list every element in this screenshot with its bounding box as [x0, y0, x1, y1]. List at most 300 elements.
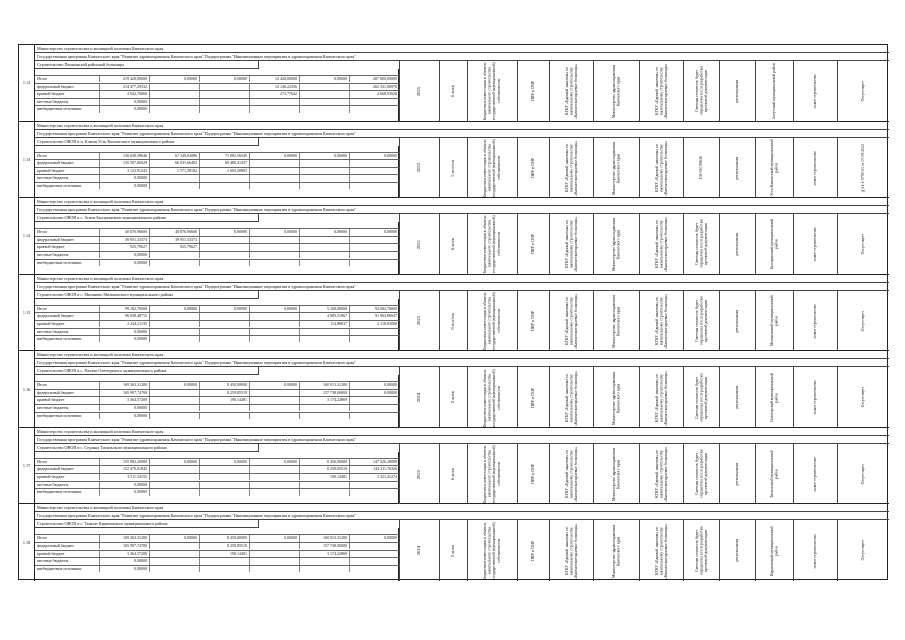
funding-source-label: краевой бюджет	[37, 244, 65, 250]
object-title: Строительство ОВОП в с. Тымлат Карагинского муниципального района	[35, 520, 259, 528]
financing-row	[35, 243, 399, 250]
amount-cell	[149, 106, 199, 112]
amount-cell	[149, 390, 199, 396]
amount-cell: 12 146,22356	[249, 84, 299, 90]
amount-cell: 3 511,54155	[99, 474, 149, 480]
amount-cell: 0,00000	[99, 329, 149, 335]
works-text: ПИР и СМР	[531, 387, 536, 408]
amount-cell	[349, 175, 399, 181]
amount-cell	[199, 84, 249, 90]
ownership-cell	[719, 61, 755, 122]
amount-cell: 0,00000	[99, 489, 149, 495]
amount-cell: 8 450,00000	[199, 535, 249, 541]
amount-cell	[249, 482, 299, 488]
amount-cell	[199, 313, 249, 319]
location-cell	[755, 291, 793, 352]
program-header: Государственная программа Камчатского края "Развитие здравоохранения Камчатского края" Подпрограмма "Инновационные мероприятия в здравоохранении Камчатского края"	[35, 436, 889, 444]
program-header: Государственная программа Камчатского края "Развитие здравоохранения Камчатского края" Подпрограмма "Инновационные мероприятия в здравоохранении Камчатского края"	[35, 359, 889, 367]
amount-cell	[349, 543, 399, 549]
funding-source-label: Итого	[37, 76, 48, 81]
financing-row	[35, 305, 399, 312]
amount-cell: 0,00000	[99, 183, 149, 189]
investment-type-text: Бюджетные инвестиции в объекты капитального строительства государственной (муниципальной) собственности	[483, 521, 502, 580]
amount-cell	[299, 260, 349, 266]
investment-type-cell	[467, 367, 517, 428]
amount-cell	[149, 99, 199, 105]
amount-cell: 39 951,33373	[99, 237, 149, 243]
estimated-cost-cell	[683, 214, 719, 275]
customer-text: КГКУ «Единый заказчик» по капитальному строительству «Камчатские краевые больницы»	[564, 523, 578, 579]
amount-cell	[349, 260, 399, 266]
funding-source-label: Итого	[37, 458, 48, 464]
object-title: Строительство ОВОП в п. Ключи Усть-Камчатского муниципального района	[35, 138, 259, 146]
amount-cell	[349, 566, 399, 572]
ministry-header: Министерство строительства и жилищной политики Камчатского края	[35, 428, 889, 436]
estimated-cost-cell	[683, 291, 719, 352]
funding-source-label: внебюджетные источники	[37, 565, 82, 571]
amount-cell: 8 259,85519	[299, 466, 349, 472]
funding-source-label: федеральный бюджет	[37, 313, 74, 319]
customer-cell	[549, 367, 593, 428]
amount-cell: 144 211,76326	[349, 466, 399, 472]
ownership-text: региональная	[735, 80, 740, 103]
amount-cell: 96 938,48715	[99, 313, 149, 319]
amount-cell	[199, 175, 249, 181]
funding-source-label: краевой бюджет	[37, 91, 65, 97]
amount-cell: 0,00000	[99, 413, 149, 419]
administrator-cell	[593, 214, 639, 275]
amount-cell: 3 174,22869	[299, 551, 349, 557]
financing-row	[35, 174, 399, 181]
amount-cell	[149, 413, 199, 419]
program-header: Государственная программа Камчатского края "Развитие здравоохранения Камчатского края" Подпрограмма "Инновационные мероприятия в здравоохранении Камчатского края"	[35, 512, 889, 520]
amount-cell: 0,00000	[99, 482, 149, 488]
construction-type-text: новое строительство	[813, 150, 818, 185]
amount-cell	[199, 405, 249, 411]
amount-cell	[149, 175, 199, 181]
amount-cell	[149, 183, 199, 189]
table-section	[19, 351, 889, 428]
financing-row	[35, 251, 399, 258]
amount-cell: 40 876,96600	[99, 229, 149, 235]
amount-cell	[349, 482, 399, 488]
amount-cell	[199, 413, 249, 419]
financing-row	[35, 542, 399, 549]
amount-cell	[249, 551, 299, 557]
financing-row	[35, 152, 399, 159]
funding-source-label: федеральный бюджет	[37, 543, 74, 549]
investment-type-text: Бюджетные инвестиции в объекты капитального строительства государственной (муниципальной) собственности	[483, 62, 502, 121]
amount-cell	[249, 160, 299, 166]
amount-cell	[199, 244, 249, 250]
amount-cell	[349, 413, 399, 419]
estimated-cost-text: Сметная стоимость будет определена после разработки проектной документации	[694, 296, 708, 346]
amount-cell: 8 259,85519	[199, 543, 249, 549]
amount-cell	[349, 183, 399, 189]
amount-cell	[299, 482, 349, 488]
customer-text: КГКУ «Единый заказчик» по капитальному строительству «Камчатские краевые больницы»	[564, 369, 578, 426]
amount-cell: 0,00000	[149, 76, 199, 82]
ownership-cell	[719, 291, 755, 352]
capacity-cell	[439, 444, 467, 505]
amount-cell	[249, 260, 299, 266]
construction-type-text: новое строительство	[813, 227, 818, 262]
amount-cell	[199, 183, 249, 189]
financing-row	[35, 182, 399, 189]
funding-source-label: местные бюджеты	[37, 328, 69, 334]
funding-source-label: внебюджетные источники	[37, 336, 82, 342]
investment-type-cell	[467, 444, 517, 505]
amount-cell	[199, 321, 249, 327]
amount-cell: 2 118,83000	[349, 321, 399, 327]
financing-row	[35, 105, 399, 112]
amount-cell	[349, 551, 399, 557]
amount-cell: 0,00000	[349, 153, 399, 159]
funding-source-label: внебюджетные источники	[37, 412, 82, 418]
amount-cell	[149, 551, 199, 557]
developer-text: КГКУ «Единый заказчик» по капитальному строительству «Камчатские краевые больницы»	[654, 293, 668, 349]
amount-cell	[249, 99, 299, 105]
estimated-cost-text: Сметная стоимость будет определена после разработки проектной документации	[694, 373, 708, 422]
estimated-cost-text: Сметная стоимость будет определена после разработки проектной документации	[694, 66, 708, 116]
expertise-text: Отсутствует	[861, 81, 866, 102]
amount-cell: 1 571,58182	[149, 168, 199, 174]
expertise-cell	[837, 214, 889, 275]
amount-cell	[349, 252, 399, 258]
funding-source-label: местные бюджеты	[37, 481, 69, 487]
administrator-cell	[593, 367, 639, 428]
estimated-cost-cell	[683, 367, 719, 428]
amount-cell: 207 000,00000	[349, 76, 399, 82]
construction-type-cell	[793, 138, 837, 199]
location-cell	[755, 367, 793, 428]
administrator-text: Министерство здравоохранения Камчатского края	[611, 141, 621, 195]
funding-source-label: федеральный бюджет	[37, 160, 74, 166]
financing-block	[35, 375, 399, 428]
administrator-text: Министерство здравоохранения Камчатского края	[611, 294, 621, 348]
financing-row	[35, 412, 399, 419]
funding-source-label: местные бюджеты	[37, 98, 69, 104]
financing-row	[35, 259, 399, 266]
location-cell	[755, 444, 793, 505]
capacity-cell	[439, 291, 467, 352]
expertise-cell	[837, 444, 889, 505]
amount-cell	[249, 558, 299, 564]
financing-row	[35, 75, 399, 82]
customer-cell	[549, 291, 593, 352]
ownership-text: региональная	[735, 386, 740, 409]
amount-cell	[249, 390, 299, 396]
amount-cell	[149, 313, 199, 319]
estimated-cost-cell	[683, 520, 719, 581]
amount-cell: 219 420,00000	[99, 76, 149, 82]
ownership-cell	[719, 444, 755, 505]
amount-cell: 0,00000	[249, 382, 299, 388]
year-cell	[399, 444, 439, 505]
ministry-header: Министерство строительства и жилищной политики Камчатского края	[35, 122, 889, 130]
amount-cell: 0,00000	[99, 99, 149, 105]
funding-source-label: краевой бюджет	[37, 550, 65, 556]
financing-row	[35, 534, 399, 541]
amount-cell: 0,00000	[99, 252, 149, 258]
estimated-cost-text: 138 630,58646	[699, 156, 704, 180]
ministry-header: Министерство строительства и жилищной политики Камчатского края	[35, 351, 889, 359]
amount-cell	[299, 252, 349, 258]
amount-cell: 0,00000	[249, 306, 299, 312]
amount-cell	[249, 336, 299, 342]
year-cell	[399, 291, 439, 352]
estimated-cost-text: Сметная стоимость будет определена после разработки проектной документации	[694, 220, 708, 269]
works-text: ПИР и СМР	[531, 310, 536, 331]
amount-cell: 0,00000	[199, 459, 249, 465]
amount-cell	[149, 489, 199, 495]
estimated-cost-cell	[683, 61, 719, 122]
financing-row	[35, 550, 399, 557]
amount-cell	[199, 237, 249, 243]
amount-cell: 925,79627	[99, 244, 149, 250]
amount-cell: 0,00000	[199, 76, 249, 82]
amount-cell	[299, 175, 349, 181]
financing-row	[35, 465, 399, 472]
capacity-cell	[439, 138, 467, 199]
amount-cell	[249, 106, 299, 112]
developer-cell	[639, 61, 683, 122]
amount-cell	[199, 329, 249, 335]
amount-cell: 2 244,21135	[99, 321, 149, 327]
amount-cell: 190,14481	[299, 474, 349, 480]
funding-source-label: местные бюджеты	[37, 251, 69, 257]
amount-cell: 67 349,02086	[149, 153, 199, 159]
location-text: Быстринский муниципальный район	[769, 219, 779, 270]
expertise-cell	[837, 138, 889, 199]
amount-cell	[299, 91, 349, 97]
amount-cell: 114,88037	[299, 321, 349, 327]
amount-cell	[199, 566, 249, 572]
amount-cell	[149, 84, 199, 90]
developer-cell	[639, 291, 683, 352]
year-cell	[399, 520, 439, 581]
amount-cell	[349, 99, 399, 105]
amount-cell	[299, 237, 349, 243]
investment-type-cell	[467, 138, 517, 199]
ministry-header: Министерство строительства и жилищной политики Камчатского края	[35, 275, 889, 283]
ministry-header: Министерство строительства и жилищной политики Камчатского края	[35, 198, 889, 206]
works-text: ПИР и СМР	[531, 464, 536, 485]
expertise-cell	[837, 61, 889, 122]
administrator-cell	[593, 138, 639, 199]
administrator-text: Министерство здравоохранения Камчатского края	[611, 371, 621, 425]
works-cell	[517, 520, 549, 581]
amount-cell	[149, 474, 199, 480]
amount-cell	[199, 252, 249, 258]
amount-cell	[249, 321, 299, 327]
amount-cell	[299, 168, 349, 174]
year-cell	[399, 214, 439, 275]
ministry-header: Министерство строительства и жилищной политики Камчатского края	[35, 45, 889, 53]
capacity-cell	[439, 520, 467, 581]
estimated-cost-text: Сметная стоимость будет определена после разработки проектной документации	[694, 526, 708, 576]
expertise-text: Отсутствует	[861, 387, 866, 408]
ownership-cell	[719, 214, 755, 275]
financing-block	[35, 452, 399, 505]
capacity-text: 9 пос/см	[450, 312, 456, 330]
amount-cell	[299, 160, 349, 166]
works-cell	[517, 367, 549, 428]
item-number: 1.12	[19, 45, 35, 121]
construction-type-cell	[793, 367, 837, 428]
amount-cell	[199, 260, 249, 266]
financing-row	[35, 312, 399, 319]
amount-cell	[299, 413, 349, 419]
amount-cell	[249, 313, 299, 319]
table-section	[19, 198, 889, 275]
funding-source-label: местные бюджеты	[37, 405, 69, 411]
funding-source-label: федеральный бюджет	[37, 236, 74, 242]
amount-cell: 0,00000	[249, 535, 299, 541]
item-number: 1.16	[19, 351, 35, 427]
amount-cell: 925,79627	[149, 244, 199, 250]
amount-cell	[299, 566, 349, 572]
amount-cell: 0,00000	[149, 459, 199, 465]
amount-cell	[199, 336, 249, 342]
investment-objects-table	[18, 44, 888, 580]
funding-source-label: внебюджетные источники	[37, 259, 82, 265]
investment-type-cell	[467, 520, 517, 581]
financing-row	[35, 488, 399, 495]
financing-row	[35, 159, 399, 166]
construction-type-text: новое строительство	[813, 303, 818, 339]
amount-cell	[199, 91, 249, 97]
funding-source-label: краевой бюджет	[37, 474, 65, 480]
investment-type-cell	[467, 291, 517, 352]
amount-cell: 190,14481	[199, 397, 249, 403]
amount-cell: 4 985,31867	[299, 313, 349, 319]
funding-source-label: Итого	[37, 305, 48, 311]
financing-row	[35, 565, 399, 572]
investment-type-text: Бюджетные инвестиции в объекты капитального строительства государственной (муниципальной) собственности	[483, 215, 502, 274]
amount-cell	[249, 329, 299, 335]
financing-row	[35, 458, 399, 465]
amount-cell: 0,00000	[99, 566, 149, 572]
administrator-text: Министерство здравоохранения Камчатского края	[611, 524, 621, 578]
financing-row	[35, 320, 399, 327]
expertise-text: Отсутствует	[861, 234, 866, 255]
customer-cell	[549, 214, 593, 275]
object-title: Строительство ОВОП в с. Пахачи Олюторского муниципального района	[35, 367, 259, 375]
ministry-header: Министерство строительства и жилищной политики Камчатского края	[35, 504, 889, 512]
amount-cell: 0,00000	[249, 229, 299, 235]
amount-cell	[249, 543, 299, 549]
amount-cell	[249, 474, 299, 480]
amount-cell	[149, 558, 199, 564]
amount-cell: 165 997,74700	[99, 543, 149, 549]
location-text: Алеутский муниципальный район	[772, 62, 777, 120]
amount-cell	[349, 397, 399, 403]
funding-source-label: внебюджетные источники	[37, 182, 82, 188]
location-cell	[755, 138, 793, 199]
administrator-cell	[593, 291, 639, 352]
location-cell	[755, 214, 793, 275]
amount-cell: 8 259,85519	[199, 390, 249, 396]
amount-cell: 0,00000	[349, 390, 399, 396]
financing-row	[35, 90, 399, 97]
amount-cell	[299, 244, 349, 250]
administrator-text: Министерство здравоохранения Камчатского края	[611, 64, 621, 118]
funding-source-label: федеральный бюджет	[37, 389, 74, 395]
construction-type-text: новое строительство	[813, 456, 818, 492]
financing-block	[35, 528, 399, 581]
program-header: Государственная программа Камчатского края "Развитие здравоохранения Камчатского края" Подпрограмма "Инновационные мероприятия в здравоохранении Камчатского края"	[35, 130, 889, 138]
expertise-cell	[837, 520, 889, 581]
amount-cell: 169 363,31200	[99, 382, 149, 388]
year-text: 2021	[416, 239, 422, 249]
amount-cell: 0,00000	[299, 76, 349, 82]
amount-cell	[149, 260, 199, 266]
amount-cell	[349, 237, 399, 243]
construction-type-cell	[793, 214, 837, 275]
amount-cell: 0,00000	[149, 382, 199, 388]
funding-source-label: Итого	[37, 152, 48, 158]
works-cell	[517, 214, 549, 275]
works-cell	[517, 138, 549, 199]
amount-cell: 94 082,70000	[349, 306, 399, 312]
table-section	[19, 275, 889, 352]
year-text: 2025	[416, 469, 422, 479]
amount-cell: 157 738,00000	[299, 543, 349, 549]
developer-text: КГКУ «Единый заказчик» по капитальному строительству «Камчатские краевые больницы»	[654, 523, 668, 579]
amount-cell: 0,00000	[99, 558, 149, 564]
amount-cell: 0,00000	[149, 306, 199, 312]
amount-cell: 147 526,20000	[349, 459, 399, 465]
works-cell	[517, 61, 549, 122]
funding-source-label: Итого	[37, 229, 48, 235]
ownership-text: региональная	[735, 462, 740, 486]
expertise-cell	[837, 367, 889, 428]
amount-cell	[249, 397, 299, 403]
works-cell	[517, 291, 549, 352]
expertise-text: Отсутствует	[861, 310, 866, 332]
amount-cell	[349, 106, 399, 112]
works-text: ПИР и СМР	[531, 234, 536, 255]
amount-cell: 40 876,96600	[149, 229, 199, 235]
capacity-text: 5 пос/см	[450, 159, 456, 177]
amount-cell	[299, 489, 349, 495]
item-number: 1.15	[19, 275, 35, 351]
amount-cell: 0,00000	[299, 153, 349, 159]
customer-text: КГКУ «Единый заказчик» по капитальному строительству «Камчатские краевые больницы»	[564, 446, 578, 502]
construction-type-cell	[793, 520, 837, 581]
developer-cell	[639, 444, 683, 505]
amount-cell: 160 913,31200	[299, 382, 349, 388]
amount-cell: 3 174,22869	[299, 397, 349, 403]
year-cell	[399, 138, 439, 199]
amount-cell: 273,77642	[249, 91, 299, 97]
program-header: Государственная программа Камчатского края "Развитие здравоохранения Камчатского края" Подпрограмма "Инновационные мероприятия в здравоохранении Камчатского края"	[35, 206, 889, 214]
estimated-cost-cell	[683, 444, 719, 505]
ownership-text: региональная	[735, 156, 740, 180]
amount-cell	[249, 405, 299, 411]
object-title: Строительство ОВОП в с. Седанка Тигильского муниципального района	[35, 444, 259, 452]
amount-cell	[199, 489, 249, 495]
amount-cell: 4 942,70668	[99, 91, 149, 97]
amount-cell: 138 630,58646	[99, 153, 149, 159]
amount-cell: 0,00000	[149, 535, 199, 541]
year-cell	[399, 61, 439, 122]
financing-row	[35, 381, 399, 388]
amount-cell: 135 507,66929	[99, 160, 149, 166]
amount-cell	[249, 566, 299, 572]
amount-cell: 0,00000	[99, 336, 149, 342]
